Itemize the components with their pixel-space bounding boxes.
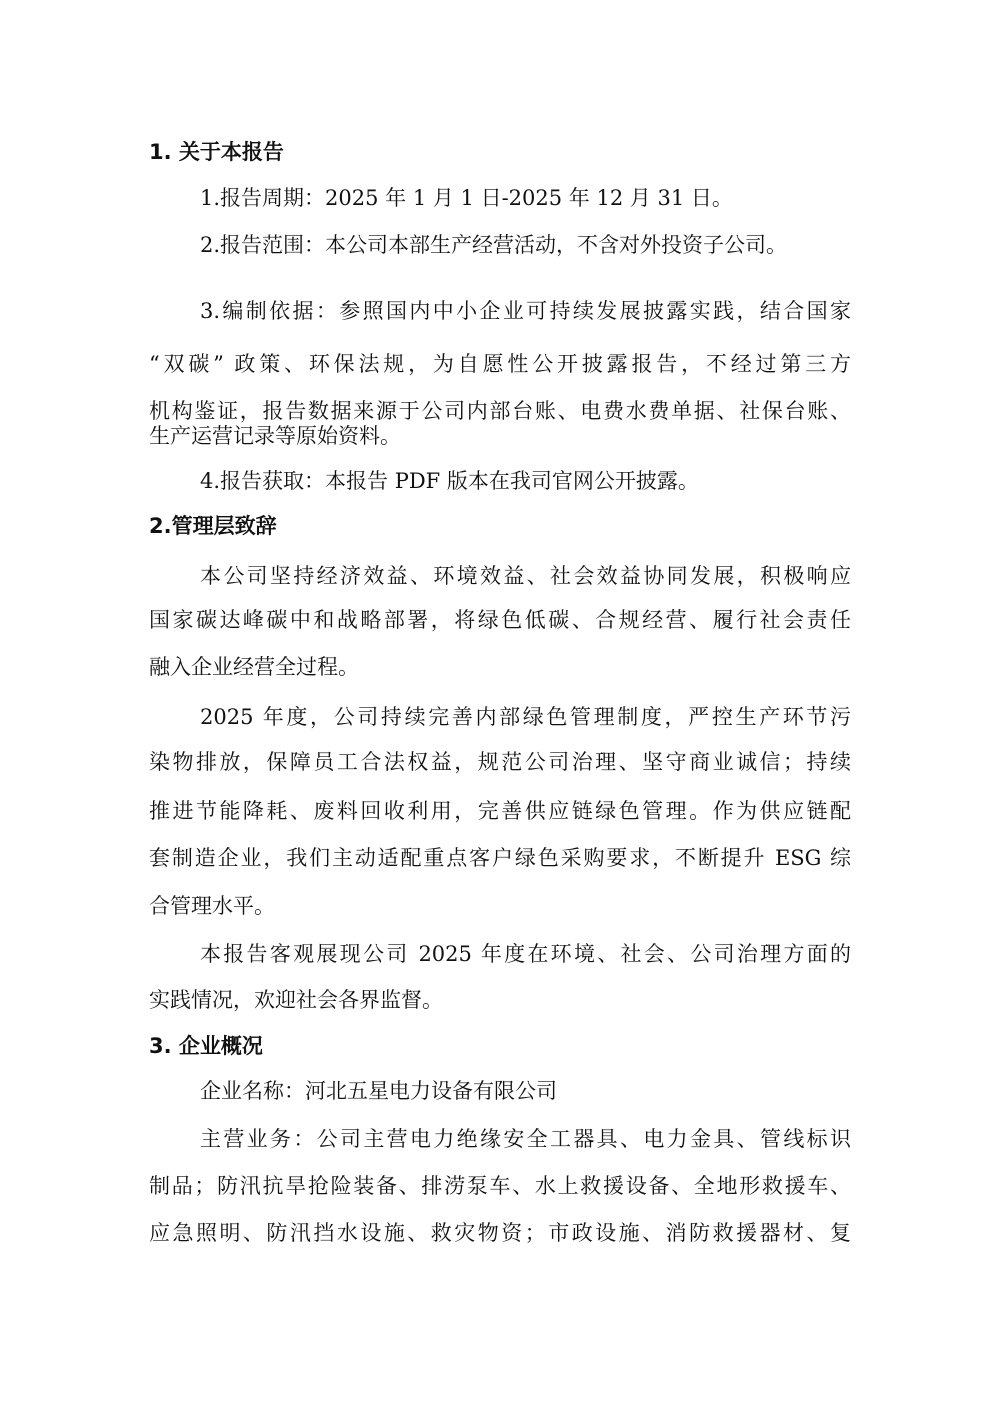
message-p1-line-3: 融入企业经营全过程。 [149, 655, 359, 679]
message-p2-line-3: 推进节能降耗、废料回收利用，完善供应链绿色管理。作为供应链配 [149, 799, 851, 823]
report-period: 1.报告周期：2025 年 1 月 1 日-2025 年 12 月 31 日。 [200, 186, 733, 210]
section-heading-overview: 3. 企业概况 [149, 1034, 263, 1058]
message-p2-line-5: 合管理水平。 [149, 894, 275, 918]
message-p3-line-2: 实践情况，欢迎社会各界监督。 [149, 988, 443, 1012]
section-heading-message: 2.管理层致辞 [149, 514, 277, 538]
compilation-basis-line-4: 生产运营记录等原始资料。 [149, 424, 401, 448]
message-p3-line-1: 本报告客观展现公司 2025 年度在环境、社会、公司治理方面的 [200, 942, 851, 966]
company-name: 企业名称：河北五星电力设备有限公司 [200, 1079, 557, 1103]
message-p2-line-1: 2025 年度，公司持续完善内部绿色管理制度，严控生产环节污 [200, 705, 851, 729]
main-business-line-3: 应急照明、防汛挡水设施、救灾物资；市政设施、消防救援器材、复 [149, 1221, 851, 1245]
message-p2-line-4: 套制造企业，我们主动适配重点客户绿色采购要求，不断提升 ESG 综 [149, 846, 851, 870]
compilation-basis-line-1: 3.编制依据：参照国内中小企业可持续发展披露实践，结合国家 [200, 299, 851, 323]
report-scope: 2.报告范围：本公司本部生产经营活动，不含对外投资子公司。 [200, 233, 788, 257]
compilation-basis-line-3: 机构鉴证，报告数据来源于公司内部台账、电费水费单据、社保台账、 [149, 399, 851, 423]
message-p2-line-2: 染物排放，保障员工合法权益，规范公司治理、坚守商业诚信；持续 [149, 750, 851, 774]
message-p1-line-2: 国家碳达峰碳中和战略部署，将绿色低碳、合规经营、履行社会责任 [149, 608, 851, 632]
main-business-line-1: 主营业务：公司主营电力绝缘安全工器具、电力金具、管线标识 [200, 1127, 851, 1151]
main-business-line-2: 制品；防汛抗旱抢险装备、排涝泵车、水上救援设备、全地形救援车、 [149, 1174, 851, 1198]
compilation-basis-line-2: “双碳” 政策、环保法规，为自愿性公开披露报告，不经过第三方 [149, 352, 851, 376]
report-access: 4.报告获取：本报告 PDF 版本在我司官网公开披露。 [200, 469, 699, 493]
message-p1-line-1: 本公司坚持经济效益、环境效益、社会效益协同发展，积极响应 [200, 564, 851, 588]
section-heading-about: 1. 关于本报告 [149, 140, 284, 164]
